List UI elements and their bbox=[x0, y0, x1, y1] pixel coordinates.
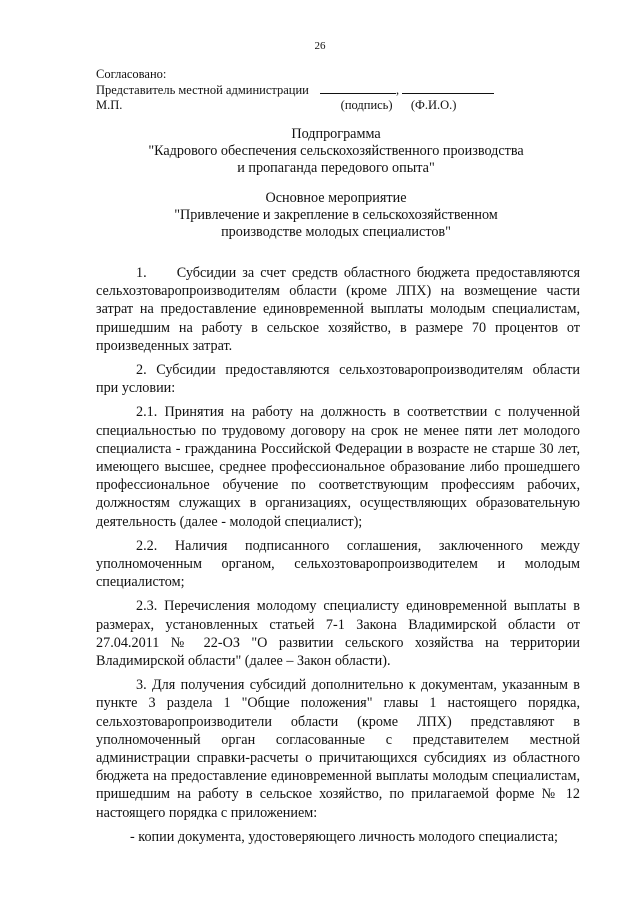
name-caption: (Ф.И.О.) bbox=[410, 98, 457, 112]
paragraph-2: 2. Субсидии предоставляются сельхозтоваропроизводителям области при условии: bbox=[96, 362, 580, 397]
main-activity-title-line1: "Привлечение и закрепление в сельскохозяйственном bbox=[174, 207, 498, 223]
approval-separator: , bbox=[395, 83, 400, 97]
signature-blank-line bbox=[320, 82, 396, 94]
approval-block bbox=[96, 67, 556, 113]
seal-label: М.П. bbox=[96, 98, 123, 112]
approval-agreed-label: Согласовано: bbox=[96, 67, 167, 81]
subprogram-heading bbox=[96, 126, 576, 177]
approval-signature-row bbox=[96, 82, 556, 98]
main-activity-title-line2: производстве молодых специалистов" bbox=[221, 224, 451, 240]
subprogram-label: Подпрограмма bbox=[291, 126, 381, 142]
page-number: 26 bbox=[314, 40, 326, 52]
paragraph-1: 1. Субсидии за счет средств областного бюджета предоставляются сельхозтоваропроизводителям области (кроме ЛПХ) на возмещение части затрат на предоставление единовременной выплаты молодым специалистам, пришедшим на работу в сельское хозяйство, в размере 70 процентов от произведенных затрат. bbox=[96, 265, 584, 354]
main-activity-label: Основное мероприятие bbox=[265, 190, 407, 206]
paragraph-2-2: 2.2. Наличия подписанного соглашения, заключенного между уполномоченным органом, сельхозтоваропроизводителем и молодым специалистом; bbox=[96, 537, 580, 591]
main-activity-heading bbox=[96, 190, 576, 241]
approval-representative-label: Представитель местной администрации bbox=[96, 83, 309, 97]
document-body bbox=[96, 264, 584, 852]
list-item-identity-document: - копии документа, удостоверяющего личность молодого специалиста; bbox=[130, 828, 558, 845]
signature-caption: (подпись) bbox=[340, 98, 393, 112]
approval-caption-row bbox=[96, 98, 556, 113]
name-blank-line bbox=[402, 82, 494, 94]
paragraph-2-1: 2.1. Принятия на работу на должность в соответствии с полученной специальностью по трудовому договору на срок не менее пяти лет молодого специалиста - гражданина Российской Федерации в возрасте не старше 30 лет, имеющего высшее, среднее профессиональное образование либо прошедшего профессиональное обучение по соответствующим профессиям рабочих, должностям служащих в организациях, осуществляющих образовательную деятельность (далее - молодой специалист); bbox=[96, 404, 580, 530]
paragraph-2-3: 2.3. Перечисления молодому специалисту единовременной выплаты в размерах, установленных статьей 7-1 Закона Владимирской области от 27.04.2011 № 22-ОЗ "О развитии сельского хозяйства на территории Владимирской области" (далее – Закон области). bbox=[96, 598, 580, 670]
subprogram-title-line1: "Кадрового обеспечения сельскохозяйственного производства bbox=[148, 143, 524, 159]
paragraph-3: 3. Для получения субсидий дополнительно к документам, указанным в пункте 3 раздела 1 "Общие положения" главы 1 настоящего порядка, сельхозтоваропроизводители области (кроме ЛПХ) представляют в уполномоченный орган согласованные с представителем местной администрации справки-расчеты о причитающихся субсидиях из областного бюджета на предоставление единовременной выплаты молодым специалистам, пришедшим на работу в сельское хозяйство, по прилагаемой форме № 12 настоящего порядка с приложением: bbox=[96, 677, 580, 821]
subprogram-title-line2: и пропаганда передового опыта" bbox=[237, 160, 435, 176]
